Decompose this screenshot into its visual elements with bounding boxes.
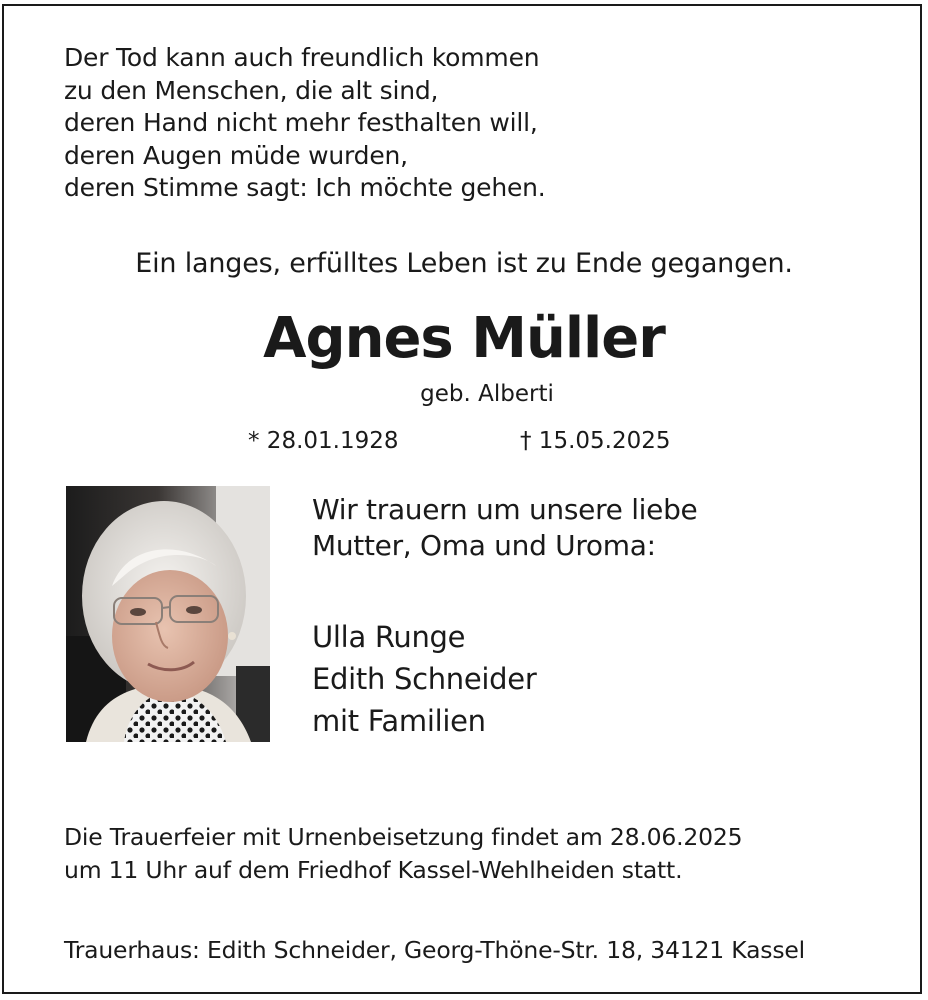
poem-line: Der Tod kann auch freundlich kommen [64, 43, 540, 72]
mourning-statement [312, 492, 698, 564]
intro-text: Ein langes, erfülltes Leben ist zu Ende gegangen. [135, 248, 793, 279]
portrait-photo [66, 486, 270, 742]
mourner-name: Edith Schneider [312, 662, 537, 696]
obituary-notice [2, 4, 922, 994]
birth-date: * 28.01.1928 [248, 428, 399, 454]
poem-line: deren Augen müde wurden, [64, 140, 408, 170]
poem-line: deren Stimme sagt: Ich möchte gehen. [64, 173, 546, 202]
funeral-info [64, 821, 742, 887]
funeral-line: Die Trauerfeier mit Urnenbeisetzung findet am 28.06.2025 [64, 823, 743, 851]
maiden-name: geb. Alberti [420, 381, 554, 407]
deceased-name: Agnes Müller [263, 306, 665, 371]
mourning-house-address: Trauerhaus: Edith Schneider, Georg-Thöne-Str. 18, 34121 Kassel [64, 936, 805, 964]
death-date: † 15.05.2025 [520, 428, 671, 454]
mourning-line: Wir trauern um unsere liebe [312, 493, 698, 526]
poem-line: deren Hand nicht mehr festhalten will, [64, 108, 538, 137]
poem-line: zu den Menschen, die alt sind, [64, 75, 439, 105]
funeral-line: um 11 Uhr auf dem Friedhof Kassel-Wehlheiden statt. [64, 856, 683, 884]
portrait-image [66, 486, 270, 742]
mourner-name: mit Familien [312, 704, 486, 738]
mourner-names [312, 616, 536, 742]
mourner-name: Ulla Runge [312, 620, 466, 654]
mourning-line: Mutter, Oma und Uroma: [312, 529, 656, 562]
poem [64, 42, 546, 205]
